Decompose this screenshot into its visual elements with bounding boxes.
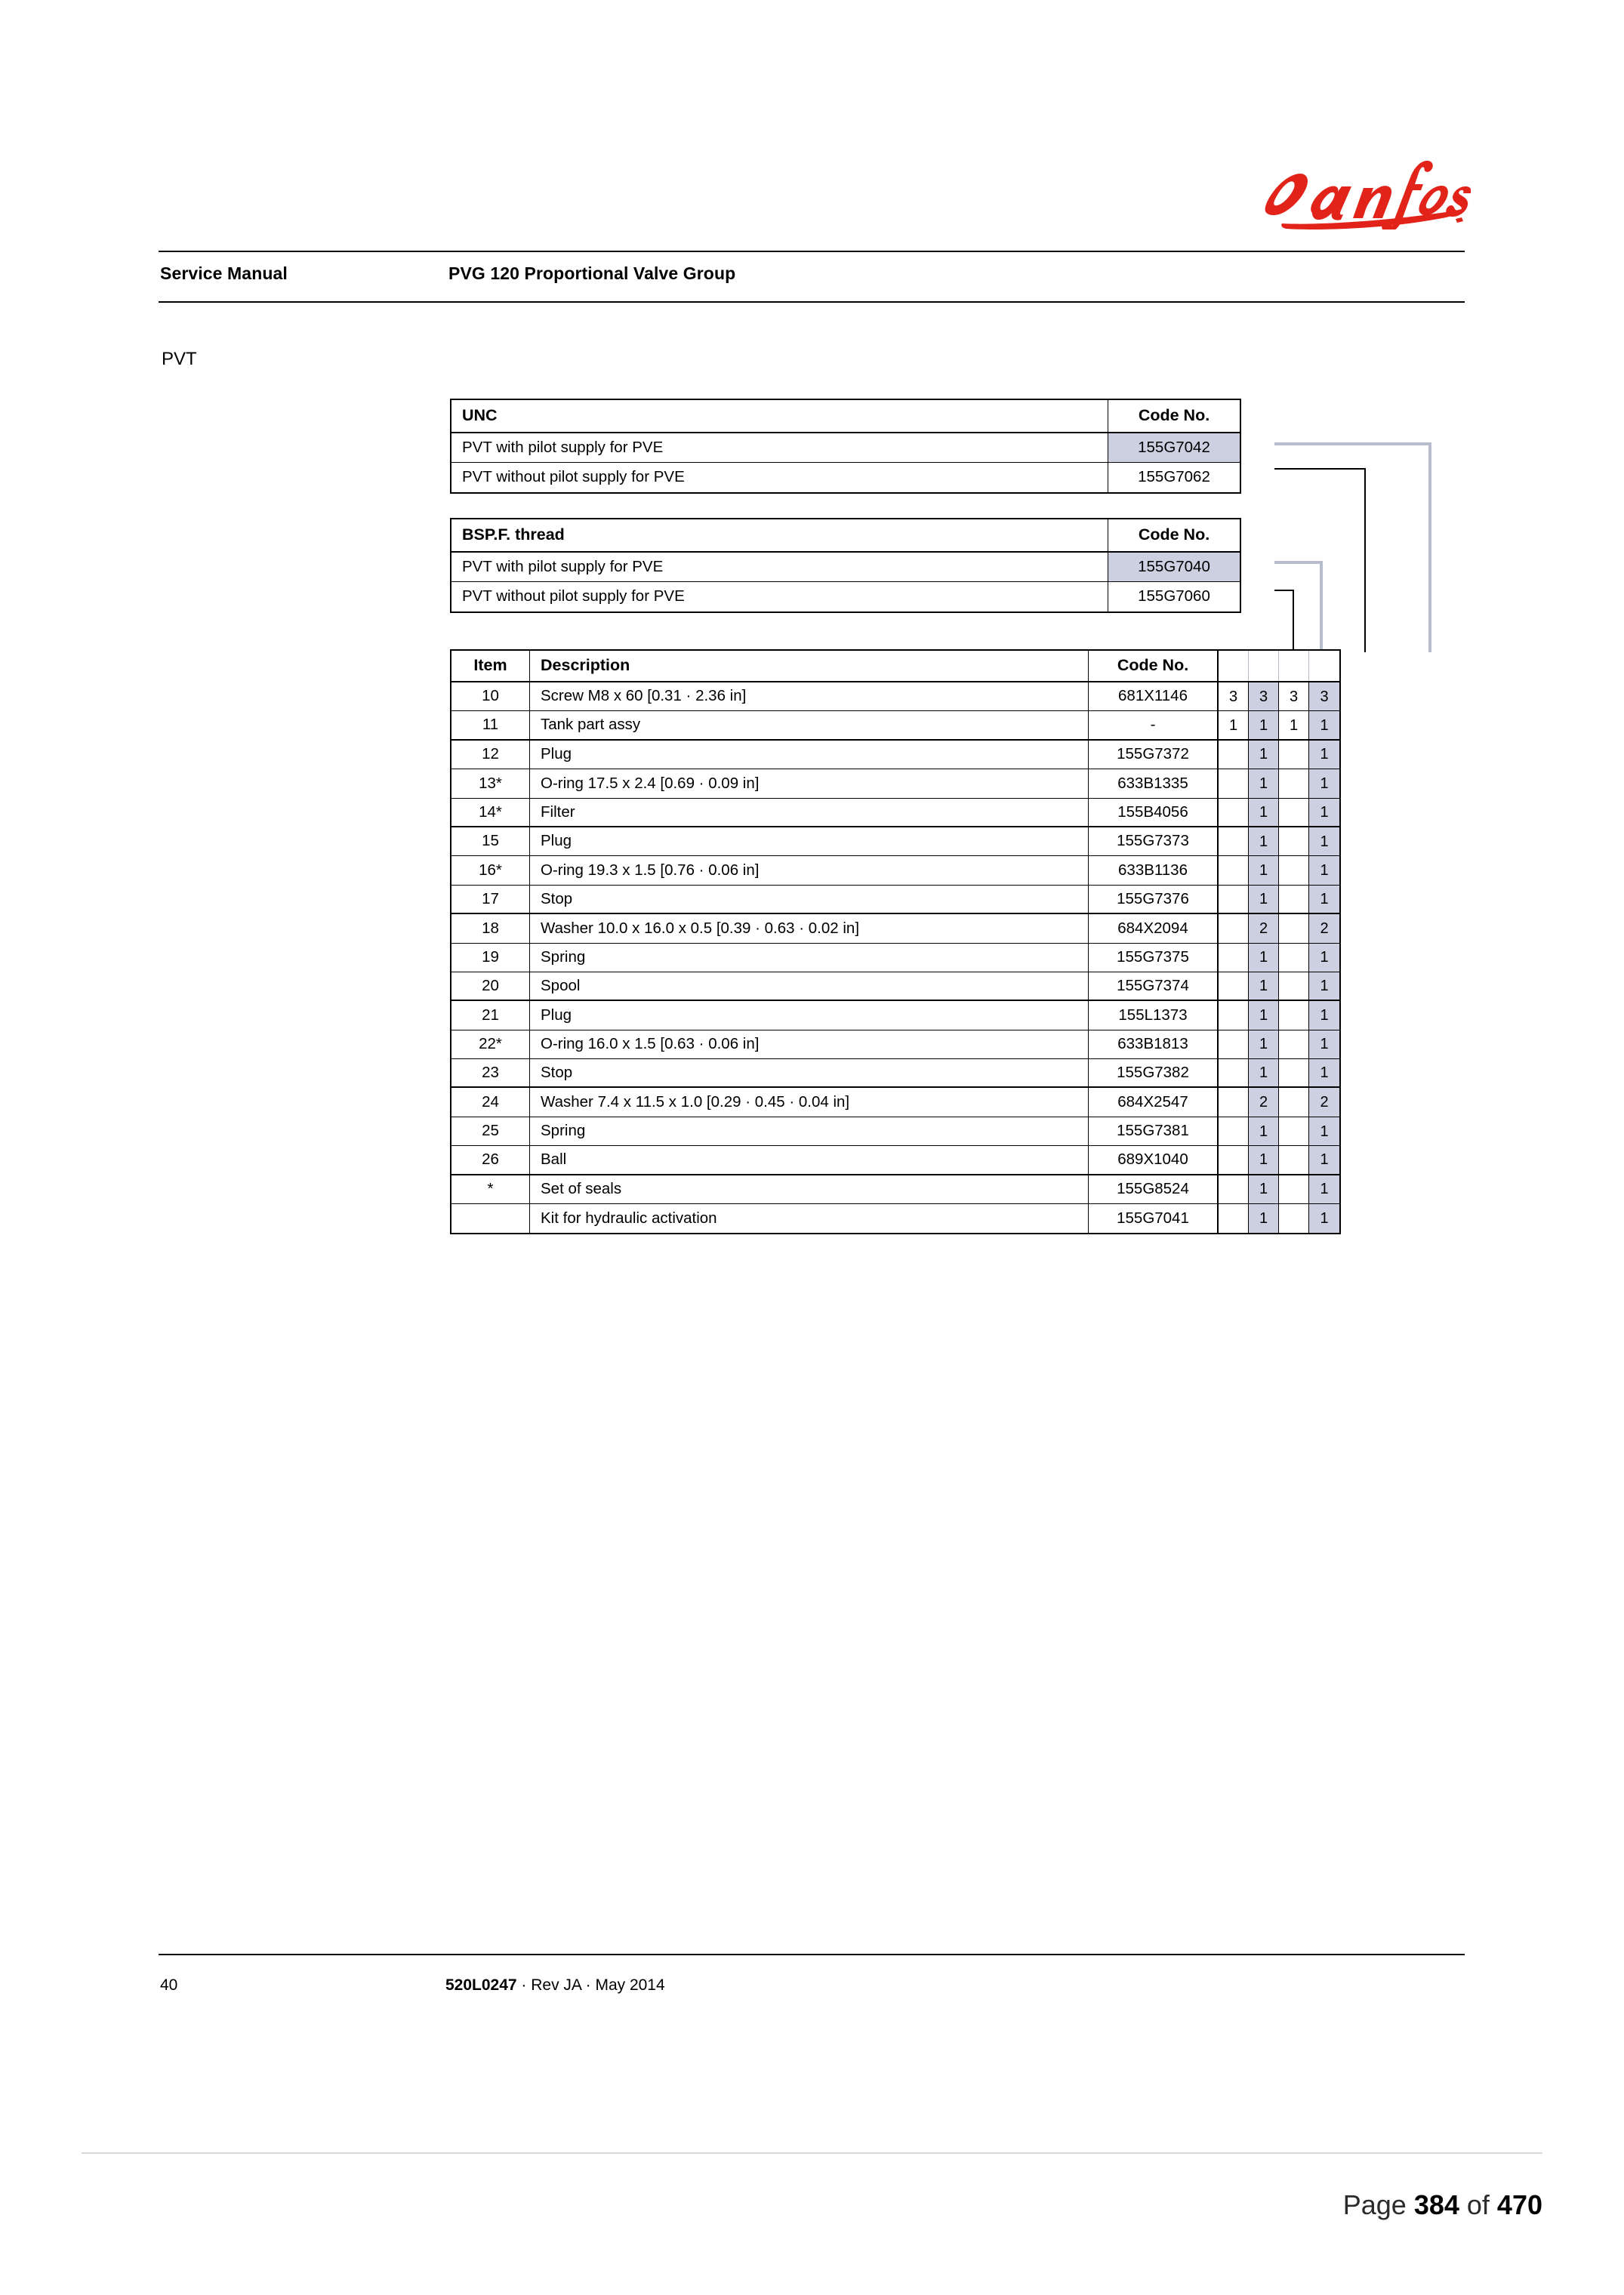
table-parts-item-12: 22* (451, 1030, 530, 1058)
table-parts-description-7: Stop (530, 886, 1089, 913)
table-parts-qty2-14: 2 (1249, 1088, 1279, 1116)
table-parts-qty3-0: 3 (1279, 682, 1309, 710)
table-parts-qty4-10: 1 (1309, 972, 1339, 1000)
table-parts-item-1: 11 (451, 711, 530, 738)
table-parts-qty4-15: 1 (1309, 1117, 1339, 1145)
table-parts-qty2-3: 1 (1249, 769, 1279, 797)
table-parts-qty4-11: 1 (1309, 1001, 1339, 1029)
table-parts-qty2-9: 1 (1249, 944, 1279, 972)
table-row (451, 827, 1339, 856)
table-parts-item-8: 18 (451, 914, 530, 942)
table-parts-qty2-16: 1 (1249, 1146, 1279, 1173)
table-parts-qty3-15 (1279, 1117, 1309, 1145)
table-row (451, 769, 1339, 798)
table-parts-qty4-12: 1 (1309, 1030, 1339, 1058)
table-parts-qty3-12 (1279, 1030, 1309, 1058)
table-parts-qty2-7: 1 (1249, 886, 1279, 913)
table-parts-description-10: Spool (530, 972, 1089, 1000)
table-parts-qty4-2: 1 (1309, 741, 1339, 769)
footer-doc-rev: · Rev JA · May 2014 (516, 1976, 665, 1994)
table-parts-description-4: Filter (530, 799, 1089, 826)
table-parts-code-15: 155G7381 (1089, 1117, 1219, 1145)
table-parts-qty3-11 (1279, 1001, 1309, 1029)
table-parts-code-18: 155G7041 (1089, 1204, 1219, 1233)
table-bsp-thread (450, 518, 1241, 613)
table-parts-code-14: 684X2547 (1089, 1088, 1219, 1116)
table-parts-qty1-13 (1219, 1059, 1249, 1086)
table-parts-code-6: 633B1136 (1089, 856, 1219, 884)
table-parts-qty4-13: 1 (1309, 1059, 1339, 1086)
table-parts-header-qty-2 (1249, 651, 1279, 681)
table-row (451, 711, 1339, 740)
table-parts-code-11: 155L1373 (1089, 1001, 1219, 1029)
table-parts-qty1-16 (1219, 1146, 1249, 1173)
table-parts-description-11: Plug (530, 1001, 1089, 1029)
table-parts-description-13: Stop (530, 1059, 1089, 1086)
table-parts-qty3-18 (1279, 1204, 1309, 1233)
table-parts-qty1-2 (1219, 741, 1249, 769)
table-parts-qty1-11 (1219, 1001, 1249, 1029)
table-parts-qty2-8: 2 (1249, 914, 1279, 942)
table-parts-qty3-9 (1279, 944, 1309, 972)
table-parts-code-0: 681X1146 (1089, 682, 1219, 710)
table-parts-header-code: Code No. (1089, 651, 1219, 681)
table-row (451, 886, 1339, 914)
table-parts-qty4-14: 2 (1309, 1088, 1339, 1116)
table-parts-qty3-6 (1279, 856, 1309, 884)
table-parts-item-9: 19 (451, 944, 530, 972)
table-parts-code-10: 155G7374 (1089, 972, 1219, 1000)
footer-page-number: 40 (160, 1976, 178, 1994)
table-unc (450, 399, 1241, 494)
table-parts-description-2: Plug (530, 741, 1089, 769)
table-parts-header-qty-4 (1309, 651, 1339, 681)
table-row (451, 682, 1339, 711)
table-row (451, 463, 1240, 492)
table-parts-qty1-5 (1219, 827, 1249, 855)
table-parts-qty4-1: 1 (1309, 711, 1339, 738)
table-row (451, 1059, 1339, 1088)
table-row (451, 944, 1339, 972)
table-row (451, 856, 1339, 885)
table-row (451, 799, 1339, 827)
viewer-page-mid: of (1459, 2189, 1497, 2220)
table-parts-code-16: 689X1040 (1089, 1146, 1219, 1173)
table-parts-qty2-2: 1 (1249, 741, 1279, 769)
table-parts-qty4-16: 1 (1309, 1146, 1339, 1173)
table-row (451, 914, 1339, 943)
table-parts-item-10: 20 (451, 972, 530, 1000)
table-parts-qty3-5 (1279, 827, 1309, 855)
table-parts-description-3: O-ring 17.5 x 2.4 [0.69 · 0.09 in] (530, 769, 1089, 797)
table-parts-qty1-15 (1219, 1117, 1249, 1145)
table-unc-header-row (451, 400, 1240, 433)
table-bsp-header-code: Code No. (1138, 525, 1210, 544)
table-parts-qty4-9: 1 (1309, 944, 1339, 972)
table-unc-code-1: 155G7062 (1138, 468, 1210, 486)
table-parts-qty3-4 (1279, 799, 1309, 826)
header-rule-bottom (159, 301, 1465, 303)
table-parts-qty3-3 (1279, 769, 1309, 797)
table-row (451, 1030, 1339, 1059)
table-parts-qty4-5: 1 (1309, 827, 1339, 855)
table-parts-qty2-18: 1 (1249, 1204, 1279, 1233)
table-parts-qty4-7: 1 (1309, 886, 1339, 913)
table-parts-code-8: 684X2094 (1089, 914, 1219, 942)
table-parts-item-7: 17 (451, 886, 530, 913)
table-parts-item-11: 21 (451, 1001, 530, 1029)
table-row (451, 972, 1339, 1001)
table-parts-description-8: Washer 10.0 x 16.0 x 0.5 [0.39 · 0.63 · 0.02 in] (530, 914, 1089, 942)
table-parts-item-14: 24 (451, 1088, 530, 1116)
table-parts-qty4-18: 1 (1309, 1204, 1339, 1233)
table-parts-qty3-10 (1279, 972, 1309, 1000)
table-unc-desc-0: PVT with pilot supply for PVE (451, 433, 1108, 462)
table-parts-qty1-10 (1219, 972, 1249, 1000)
table-parts-qty3-2 (1279, 741, 1309, 769)
table-parts-description-15: Spring (530, 1117, 1089, 1145)
table-parts-qty4-17: 1 (1309, 1175, 1339, 1203)
table-parts-description-9: Spring (530, 944, 1089, 972)
table-parts-item-3: 13* (451, 769, 530, 797)
table-parts-qty4-6: 1 (1309, 856, 1339, 884)
table-parts-qty2-4: 1 (1249, 799, 1279, 826)
viewer-page-prefix: Page (1342, 2189, 1414, 2220)
table-row (451, 741, 1339, 769)
table-parts-code-7: 155G7376 (1089, 886, 1219, 913)
table-parts-qty1-3 (1219, 769, 1249, 797)
table-parts-qty2-12: 1 (1249, 1030, 1279, 1058)
table-row (451, 1146, 1339, 1175)
footer-document-code (445, 1976, 665, 1995)
table-parts-code-3: 633B1335 (1089, 769, 1219, 797)
table-parts-code-4: 155B4056 (1089, 799, 1219, 826)
table-row (451, 1175, 1339, 1204)
table-parts-code-12: 633B1813 (1089, 1030, 1219, 1058)
table-parts-qty1-1: 1 (1219, 711, 1249, 738)
table-parts-qty1-7 (1219, 886, 1249, 913)
header-rule-top (159, 251, 1465, 252)
table-row (451, 553, 1240, 582)
table-parts-qty3-13 (1279, 1059, 1309, 1086)
table-parts-item-4: 14* (451, 799, 530, 826)
table-parts-code-9: 155G7375 (1089, 944, 1219, 972)
table-bsp-code-1: 155G7060 (1138, 587, 1210, 605)
table-parts-item-16: 26 (451, 1146, 530, 1173)
table-row (451, 1117, 1339, 1146)
table-parts-qty1-14 (1219, 1088, 1249, 1116)
table-bsp-header-row (451, 519, 1240, 553)
table-parts-description-14: Washer 7.4 x 11.5 x 1.0 [0.29 · 0.45 · 0.04 in] (530, 1088, 1089, 1116)
table-parts-item-6: 16* (451, 856, 530, 884)
viewer-page-indicator (1343, 2189, 1542, 2221)
header-document-title: PVG 120 Proportional Valve Group (448, 263, 736, 283)
table-parts-qty4-0: 3 (1309, 682, 1339, 710)
table-parts-qty3-14 (1279, 1088, 1309, 1116)
table-bsp-desc-1: PVT without pilot supply for PVE (451, 582, 1108, 611)
viewer-divider (82, 2152, 1542, 2154)
table-parts-description-5: Plug (530, 827, 1089, 855)
table-parts-qty1-6 (1219, 856, 1249, 884)
table-parts-qty1-12 (1219, 1030, 1249, 1058)
table-parts-qty1-8 (1219, 914, 1249, 942)
table-parts-qty3-7 (1279, 886, 1309, 913)
table-unc-header-code: Code No. (1138, 406, 1210, 425)
table-parts-header-description: Description (530, 651, 1089, 681)
table-parts-qty4-8: 2 (1309, 914, 1339, 942)
table-parts-item-0: 10 (451, 682, 530, 710)
table-parts-qty2-5: 1 (1249, 827, 1279, 855)
table-parts-item-17: * (451, 1175, 530, 1203)
table-parts-qty2-11: 1 (1249, 1001, 1279, 1029)
table-parts-qty3-1: 1 (1279, 711, 1309, 738)
table-parts-qty1-18 (1219, 1204, 1249, 1233)
danfoss-logo (1259, 148, 1471, 230)
table-parts-qty1-0: 3 (1219, 682, 1249, 710)
table-parts-list (450, 649, 1341, 1234)
table-parts-qty2-10: 1 (1249, 972, 1279, 1000)
table-row (451, 582, 1240, 611)
table-parts-header-qty-1 (1219, 651, 1249, 681)
table-parts-qty2-15: 1 (1249, 1117, 1279, 1145)
table-parts-qty2-17: 1 (1249, 1175, 1279, 1203)
table-parts-code-17: 155G8524 (1089, 1175, 1219, 1203)
table-parts-qty4-3: 1 (1309, 769, 1339, 797)
table-parts-description-6: O-ring 19.3 x 1.5 [0.76 · 0.06 in] (530, 856, 1089, 884)
table-parts-qty2-13: 1 (1249, 1059, 1279, 1086)
table-unc-header-name: UNC (451, 400, 1108, 432)
table-parts-qty3-8 (1279, 914, 1309, 942)
table-bsp-code-0: 155G7040 (1108, 553, 1240, 581)
section-label-pvt: PVT (162, 349, 197, 369)
table-parts-description-16: Ball (530, 1146, 1089, 1173)
table-parts-description-0: Screw M8 x 60 [0.31 · 2.36 in] (530, 682, 1089, 710)
table-parts-description-18: Kit for hydraulic activation (530, 1204, 1089, 1233)
table-parts-code-13: 155G7382 (1089, 1059, 1219, 1086)
table-parts-code-1: - (1089, 711, 1219, 738)
table-parts-item-13: 23 (451, 1059, 530, 1086)
table-parts-code-2: 155G7372 (1089, 741, 1219, 769)
table-parts-qty2-6: 1 (1249, 856, 1279, 884)
table-parts-qty1-17 (1219, 1175, 1249, 1203)
table-parts-header-row (451, 651, 1339, 682)
table-unc-desc-1: PVT without pilot supply for PVE (451, 463, 1108, 492)
table-parts-qty1-4 (1219, 799, 1249, 826)
table-bsp-header-name: BSP.F. thread (451, 519, 1108, 551)
viewer-page-current: 384 (1413, 2189, 1459, 2220)
table-parts-qty3-16 (1279, 1146, 1309, 1173)
table-parts-item-2: 12 (451, 741, 530, 769)
table-parts-description-1: Tank part assy (530, 711, 1089, 738)
table-parts-item-5: 15 (451, 827, 530, 855)
footer-doc-code-bold: 520L0247 (445, 1976, 517, 1994)
table-parts-description-17: Set of seals (530, 1175, 1089, 1203)
table-row (451, 1204, 1339, 1233)
table-unc-code-0: 155G7042 (1108, 433, 1240, 462)
table-row (451, 1088, 1339, 1117)
table-parts-code-5: 155G7373 (1089, 827, 1219, 855)
footer-rule (159, 1954, 1465, 1955)
table-parts-qty1-9 (1219, 944, 1249, 972)
table-row (451, 433, 1240, 463)
table-parts-item-18 (451, 1204, 530, 1233)
table-bsp-desc-0: PVT with pilot supply for PVE (451, 553, 1108, 581)
table-parts-qty2-1: 1 (1249, 711, 1279, 738)
table-parts-description-12: O-ring 16.0 x 1.5 [0.63 · 0.06 in] (530, 1030, 1089, 1058)
viewer-page-total: 470 (1496, 2189, 1542, 2220)
header-service-manual: Service Manual (160, 263, 288, 283)
table-parts-item-15: 25 (451, 1117, 530, 1145)
table-parts-qty3-17 (1279, 1175, 1309, 1203)
table-parts-header-qty-3 (1279, 651, 1309, 681)
table-parts-qty4-4: 1 (1309, 799, 1339, 826)
table-parts-header-item: Item (451, 651, 530, 681)
table-parts-qty2-0: 3 (1249, 682, 1279, 710)
table-row (451, 1001, 1339, 1030)
